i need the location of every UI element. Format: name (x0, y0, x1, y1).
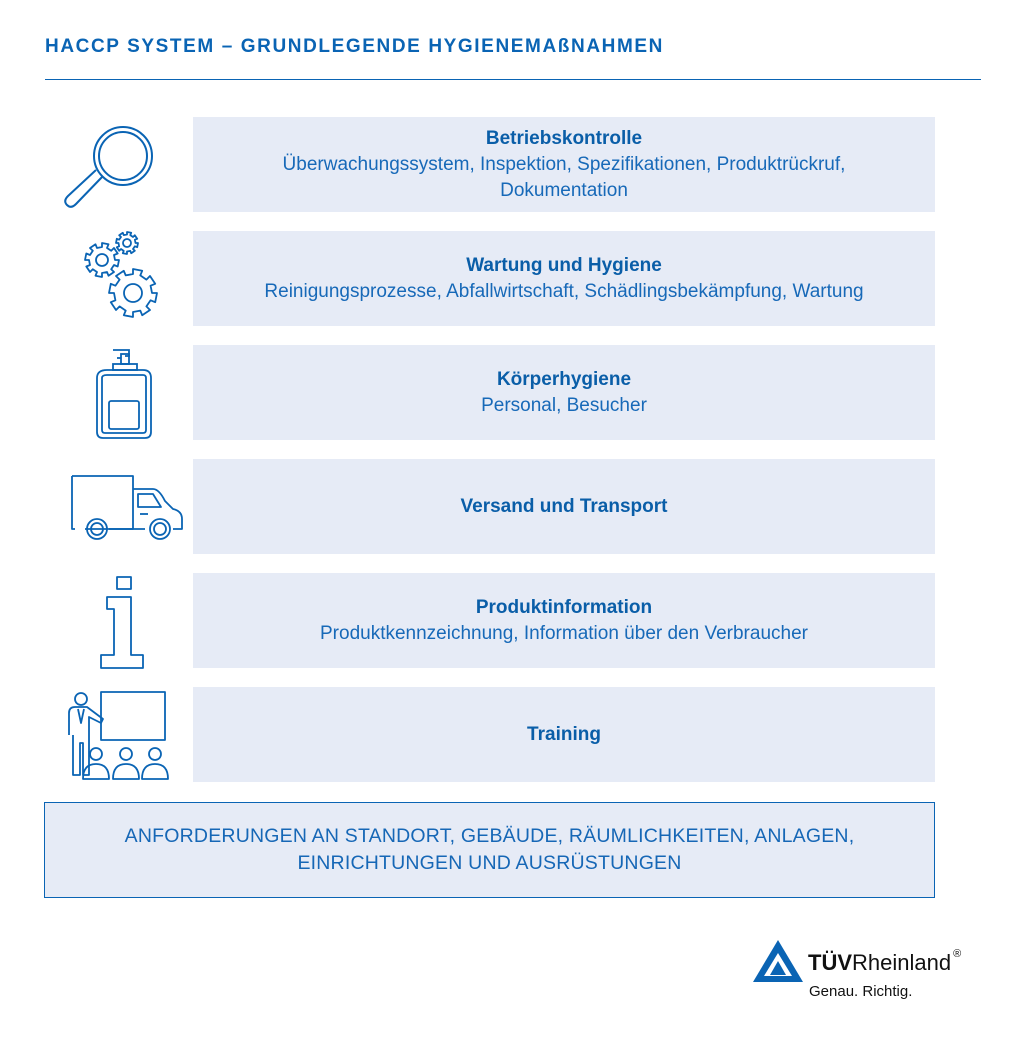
logo-brand-bold: TÜV (808, 950, 852, 975)
logo-wordmark (808, 950, 961, 976)
row-koerperhygiene (45, 345, 935, 440)
registered-mark: ® (953, 948, 962, 960)
row-versand-transport (45, 459, 935, 554)
step-heading: Versand und Transport (460, 495, 668, 517)
step-description: Personal, Besucher (481, 394, 647, 416)
gears-icon (45, 231, 193, 326)
foundation-text: ANFORDERUNGEN AN STANDORT, GEBÄUDE, RÄUMLICHKEITEN, ANLAGEN, EINRICHTUNGEN UND AUSRÜSTUNGEN (124, 825, 855, 874)
step-heading: Training (527, 723, 601, 745)
foundation-box (44, 802, 935, 898)
step-box (193, 231, 935, 326)
title-divider (45, 79, 981, 80)
step-description: Reinigungsprozesse, Abfallwirtschaft, Schädlingsbekämpfung, Wartung (264, 280, 864, 302)
logo-brand-regular: Rheinland (852, 950, 952, 975)
soap-dispenser-icon (45, 345, 193, 440)
row-produktinformation (45, 573, 935, 668)
step-box (193, 117, 935, 212)
row-betriebskontrolle (45, 117, 935, 212)
page-title: HACCP SYSTEM – GRUNDLEGENDE HYGIENEMAßNAHMEN (45, 36, 664, 57)
step-box (193, 687, 935, 782)
tuv-rheinland-logo (750, 936, 990, 1006)
step-heading: Körperhygiene (496, 368, 632, 390)
step-description: Produktkennzeichnung, Information über den Verbraucher (320, 622, 808, 644)
triangle-logo-icon (752, 939, 804, 985)
step-heading: Wartung und Hygiene (466, 254, 662, 276)
row-wartung-hygiene (45, 231, 935, 326)
row-training (45, 687, 935, 782)
step-heading: Betriebskontrolle (485, 127, 643, 149)
van-icon (45, 459, 193, 554)
step-box (193, 345, 935, 440)
magnifier-icon (45, 117, 193, 212)
step-box (193, 573, 935, 668)
info-icon (45, 573, 193, 668)
step-heading: Produktinformation (475, 596, 653, 618)
step-description: Überwachungssystem, Inspektion, Spezifikationen, Produktrückruf, Dokumentation (282, 153, 846, 201)
logo-slogan: Genau. Richtig. (809, 983, 913, 1000)
presentation-icon (45, 687, 193, 782)
step-box (193, 459, 935, 554)
